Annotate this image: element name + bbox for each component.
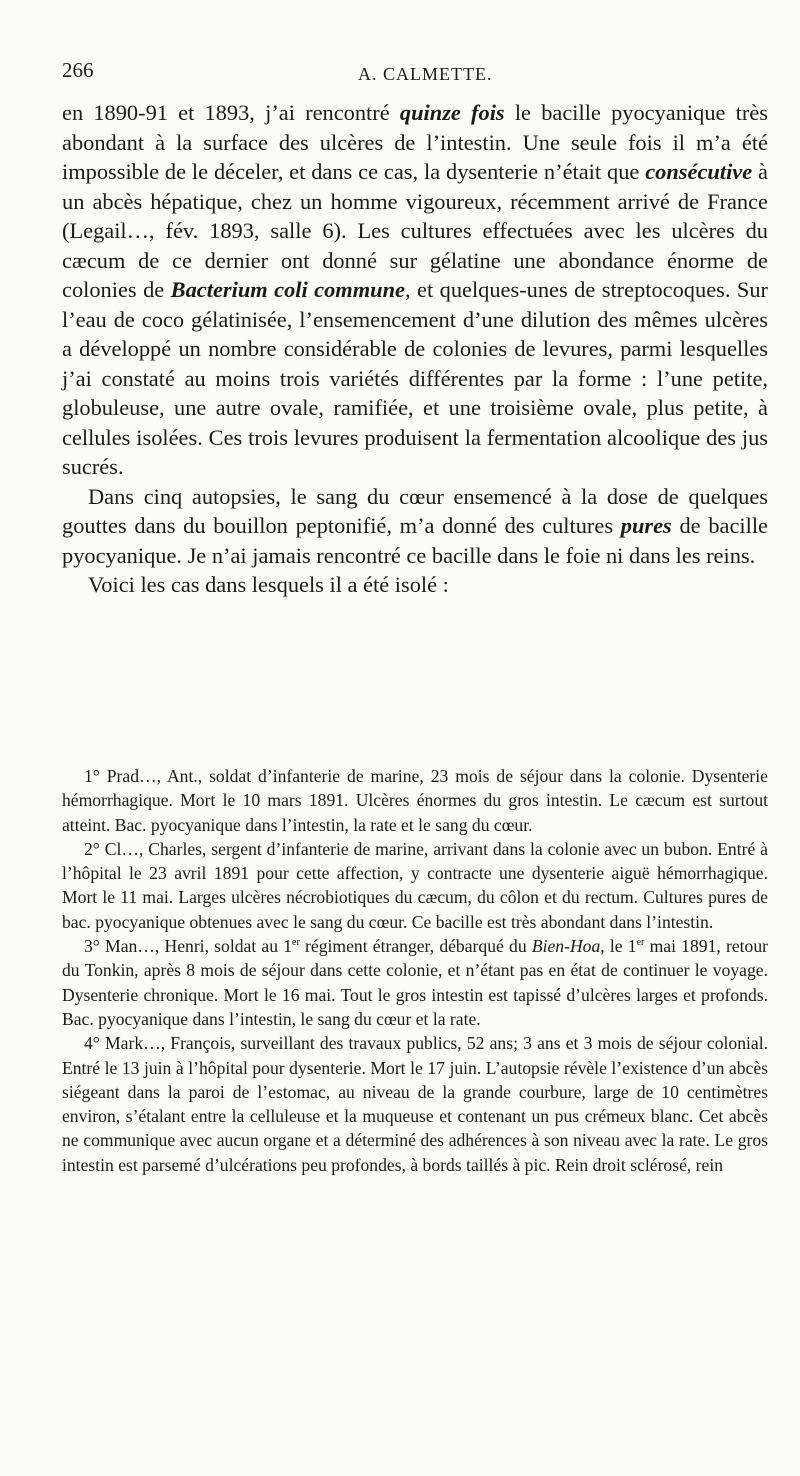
emphasis: Bacterium coli commune	[170, 277, 405, 302]
case-3	[62, 934, 768, 1031]
superscript: er	[636, 937, 645, 949]
ship-name: Bien-Hoa	[531, 936, 601, 957]
text-run: 3° Man…, Henri, soldat au 1	[84, 936, 293, 957]
superscript: er	[292, 937, 300, 949]
text-run: Dans cinq autopsies, le sang du cœur ensemencé à la dose de quelques gouttes dans du bouillon peptonifié, m’a donné des cultures	[62, 483, 768, 538]
text-run: de bacille pyocyanique. Je n’ai jamais rencontré ce bacille dans le foie ni dans les reins.	[62, 513, 768, 568]
text-run: régiment étranger, débarqué du	[299, 936, 532, 957]
main-text	[62, 98, 768, 600]
case-1: 1° Prad…, Ant., soldat d’infanterie de marine, 23 mois de séjour dans la colonie. Dysenterie hémorrhagique. Mort le 10 mars 1891. Ulcères énormes du gros intestin. Le cæcum est surtout atteint. Bac. pyocyanique dans l’intestin, la rate et le sang du cœur.	[62, 766, 768, 835]
paragraph-3: Voici les cas dans lesquels il a été isolé :	[88, 572, 449, 597]
case-2: 2° Cl…, Charles, sergent d’infanterie de marine, arrivant dans la colonie avec un bubon. Entré à l’hôpital le 23 avril 1891 pour cette affection, y contracte une dysenterie aiguë hémorrhagique. Mort le 11 mai. Larges ulcères nécrobiotiques du cæcum, du côlon et du rectum. Cultures pures de bac. pyocyanique obtenues avec le sang du cœur. Ce bacille est très abondant dans l’intestin.	[62, 838, 768, 932]
case-4: 4° Mark…, François, surveillant des travaux publics, 52 ans; 3 ans et 3 mois de séjour colonial. Entré le 13 juin à l’hôpital pour dysenterie. Mort le 17 juin. L’autopsie révèle l’existence d’un abcès siégeant dans la paroi de l’estomac, au niveau de la grande courbure, large de 10 centimètres environ, s’étalant entre la celluleuse et la muqueuse et contenant un pus crémeux blanc. Cet abcès ne communique avec aucun organe et a déterminé des adhérences à son niveau avec la rate. Le gros intestin est parsemé d’ulcérations peu profondes, à bords taillés à pic. Rein droit sclérosé, rein	[62, 1033, 768, 1175]
page-number: 266	[62, 58, 94, 82]
paragraph-1	[62, 98, 768, 482]
case-list	[62, 764, 768, 1177]
emphasis: consécutive	[645, 159, 753, 184]
running-head: A. CALMETTE.	[358, 64, 493, 84]
text-run: mai 1891, retour du Tonkin, après 8 mois de séjour dans cette colonie, et n’étant pas en état de continuer le voyage. Dysenterie chronique. Mort le 16 mai. Tout le gros intestin est tapissé d’ulcères larges et profonds. Bac. pyocyanique dans l’intestin, le sang du cœur et la rate.	[62, 936, 768, 1029]
text-run: , et quelques-unes de streptocoques. Sur l’eau de coco gélatinisée, l’ensemencement d’une dilution des mêmes ulcères a développé un nombre considérable de colonies de levures, parmi lesquelles j’ai constaté au moins trois variétés différentes par la forme : l’une petite, globuleuse, une autre ovale, ramifiée, et une troisième ovale, plus petite, à cellules isolées. Ces trois levures produisent la fermentation alcoolique des jus sucrés.	[62, 277, 768, 479]
emphasis: pures	[620, 513, 672, 538]
emphasis: quinze fois	[399, 100, 505, 125]
page-header	[62, 56, 762, 90]
text-run: le bacille pyocyanique très abondant à la surface des ulcères de l’intestin. Une seule fois il m’a été impossible de le déceler, et dans ce cas, la dysenterie n’était que	[62, 100, 768, 184]
text-run: à un abcès hépatique, chez un homme vigoureux, récemment arrivé de France (Legail…, fév. 1893, salle 6). Les cultures effectuées avec les ulcères du cæcum de ce dernier ont donné sur gélatine une abondance énorme de colonies de	[62, 159, 768, 302]
text-run: en 1890-91 et 1893, j’ai rencontré	[62, 100, 400, 125]
text-run: , le 1	[600, 936, 637, 957]
paragraph-2	[62, 482, 768, 571]
